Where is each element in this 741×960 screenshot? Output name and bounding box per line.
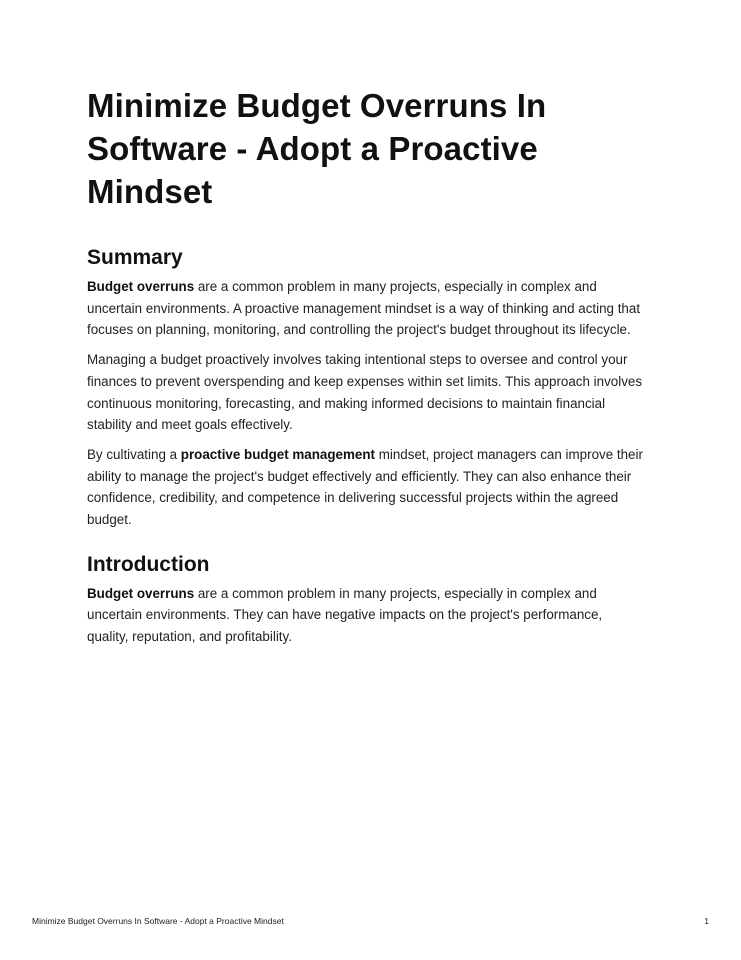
summary-paragraph-3 — [87, 444, 647, 531]
footer-title: Minimize Budget Overruns In Software - Adopt a Proactive Mindset — [32, 916, 284, 926]
summary-paragraph-1-text: are a common problem in many projects, especially in complex and uncertain environments. A proactive management mindset is a way of thinking and acting that focuses on planning, monitoring, and controlling the project's budget throughout its lifecycle. — [87, 279, 641, 338]
summary-paragraph-3-text: mindset, project managers can improve their ability to manage the project's budget effectively and efficiently. They can also enhance their confidence, credibility, and competence in delivering successful projects within the agreed budget. — [87, 446, 643, 528]
introduction-paragraph-1 — [87, 583, 647, 648]
summary-paragraph-2: Managing a budget proactively involves taking intentional steps to oversee and control your finances to prevent overspending and keep expenses within set limits. This approach involves continuous monitoring, forecasting, and making informed decisions to maintain financial stability and meet goals effectively. — [87, 352, 643, 433]
proactive-budget-management-term: proactive budget management — [180, 446, 375, 462]
summary-heading: Summary — [87, 246, 183, 269]
summary-paragraph-1 — [87, 276, 647, 341]
summary-paragraph-3-lead: By cultivating a — [87, 446, 181, 462]
budget-overruns-term: Budget overruns — [87, 279, 195, 294]
document-body — [87, 84, 647, 648]
footer-page-number: 1 — [704, 916, 709, 926]
page-title: Minimize Budget Overruns In Software - Adopt a Proactive Mindset — [87, 87, 547, 210]
budget-overruns-term: Budget overruns — [87, 585, 195, 601]
introduction-paragraph-1-text: are a common problem in many projects, especially in complex and uncertain environments. They can have negative impacts on the project's performance, quality, reputation, and profitability. — [87, 585, 603, 645]
introduction-heading: Introduction — [87, 552, 210, 576]
